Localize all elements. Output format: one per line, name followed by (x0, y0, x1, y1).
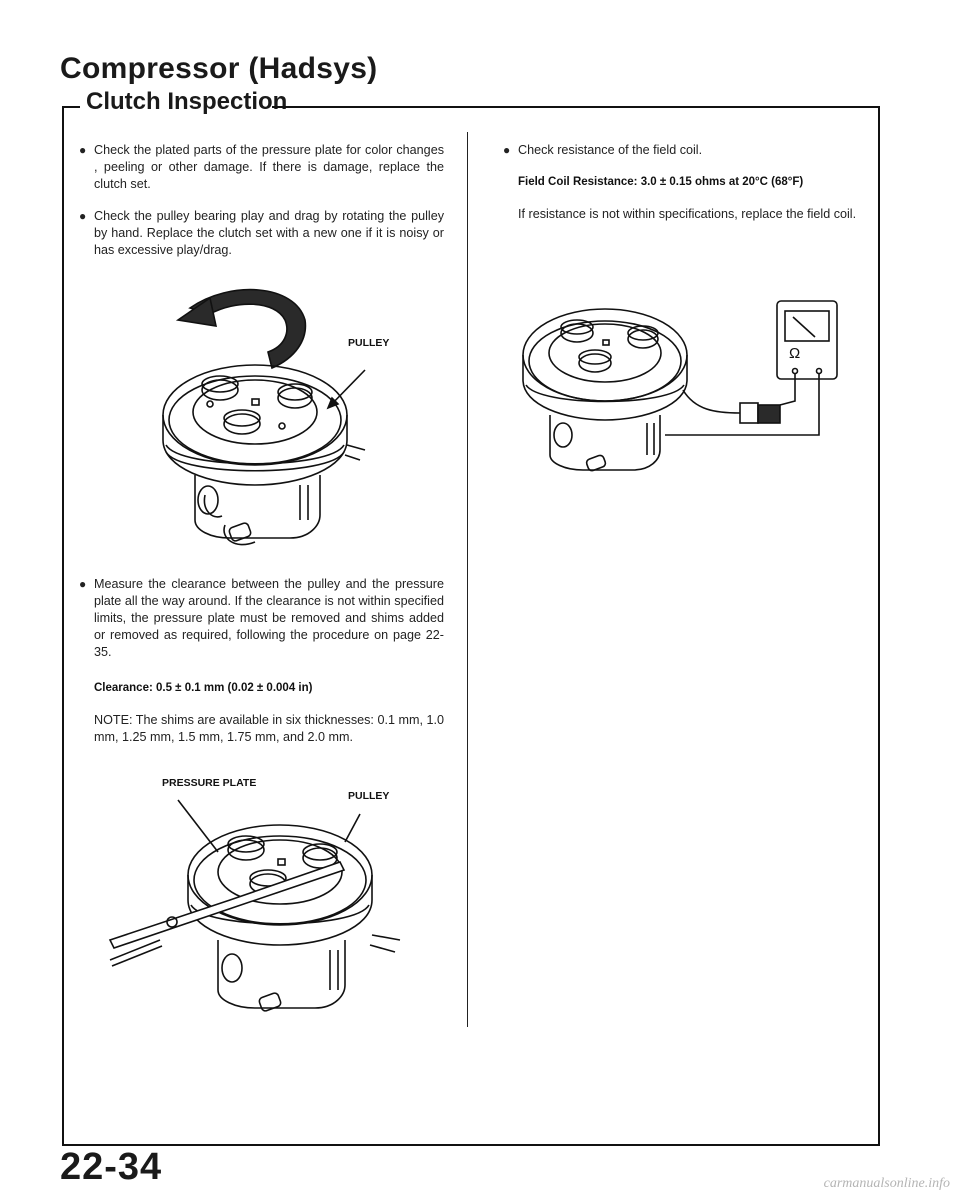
bullet-field-coil (503, 142, 860, 159)
figure-label-pulley: PULLEY (348, 337, 390, 349)
section-title: Clutch Inspection (86, 88, 288, 115)
bullet-text: Check resistance of the field coil. (518, 143, 703, 157)
page-number: 22-34 (60, 1146, 163, 1188)
clearance-spec: Clearance: 0.5 ± 0.1 mm (0.02 ± 0.004 in) (94, 682, 313, 694)
bullet-text: Measure the clearance between the pulley and the pressure plate all the way around. If the clearance is not within specified limits, the pressure plate must be removed and shims added or removed as required, following the procedure on page 22-35. (94, 577, 444, 659)
page-title: Compressor (Hadsys) (60, 52, 378, 85)
bullet-dot: ● (79, 577, 87, 591)
bullet-text: Check the plated parts of the pressure plate for color changes , peeling or other damage. If there is damage, replace the clutch set. (94, 143, 444, 191)
figure-label-pressure-plate: PRESSURE PLATE (162, 777, 257, 789)
watermark: carmanualsonline.info (823, 1176, 950, 1191)
bullet-dot: ● (79, 143, 87, 157)
bullet-plated-parts (79, 142, 444, 193)
frame-border-top-left (62, 106, 80, 108)
ohm-symbol: Ω (789, 345, 801, 362)
bullet-dot: ● (503, 143, 511, 157)
figure-label-pulley: PULLEY (348, 790, 390, 802)
pulley-rotation-figure (150, 280, 400, 555)
field-coil-test-figure (515, 295, 850, 495)
field-coil-spec: Field Coil Resistance: 3.0 ± 0.15 ohms at 20°C (68°F) (518, 176, 804, 188)
frame-border-bottom (62, 1144, 880, 1146)
field-coil-instruction: If resistance is not within specifications, replace the field coil. (518, 207, 857, 221)
frame-border-right (878, 106, 880, 1146)
clearance-measurement-figure (100, 790, 420, 1030)
bullet-text: Check the pulley bearing play and drag by rotating the pulley by hand. Replace the clutch set with a new one if it is noisy or has excessive play/drag. (94, 209, 444, 257)
frame-border-top-right (272, 106, 880, 108)
bullet-dot: ● (79, 209, 87, 223)
bullet-pulley-bearing (79, 208, 444, 259)
bullet-measure-clearance (79, 576, 444, 661)
column-divider (467, 132, 468, 1027)
frame-border-left (62, 106, 64, 1146)
shim-note: NOTE: The shims are available in six thicknesses: 0.1 mm, 1.0 mm, 1.25 mm, 1.5 mm, 1.75 mm, and 2.0 mm. (94, 713, 444, 744)
